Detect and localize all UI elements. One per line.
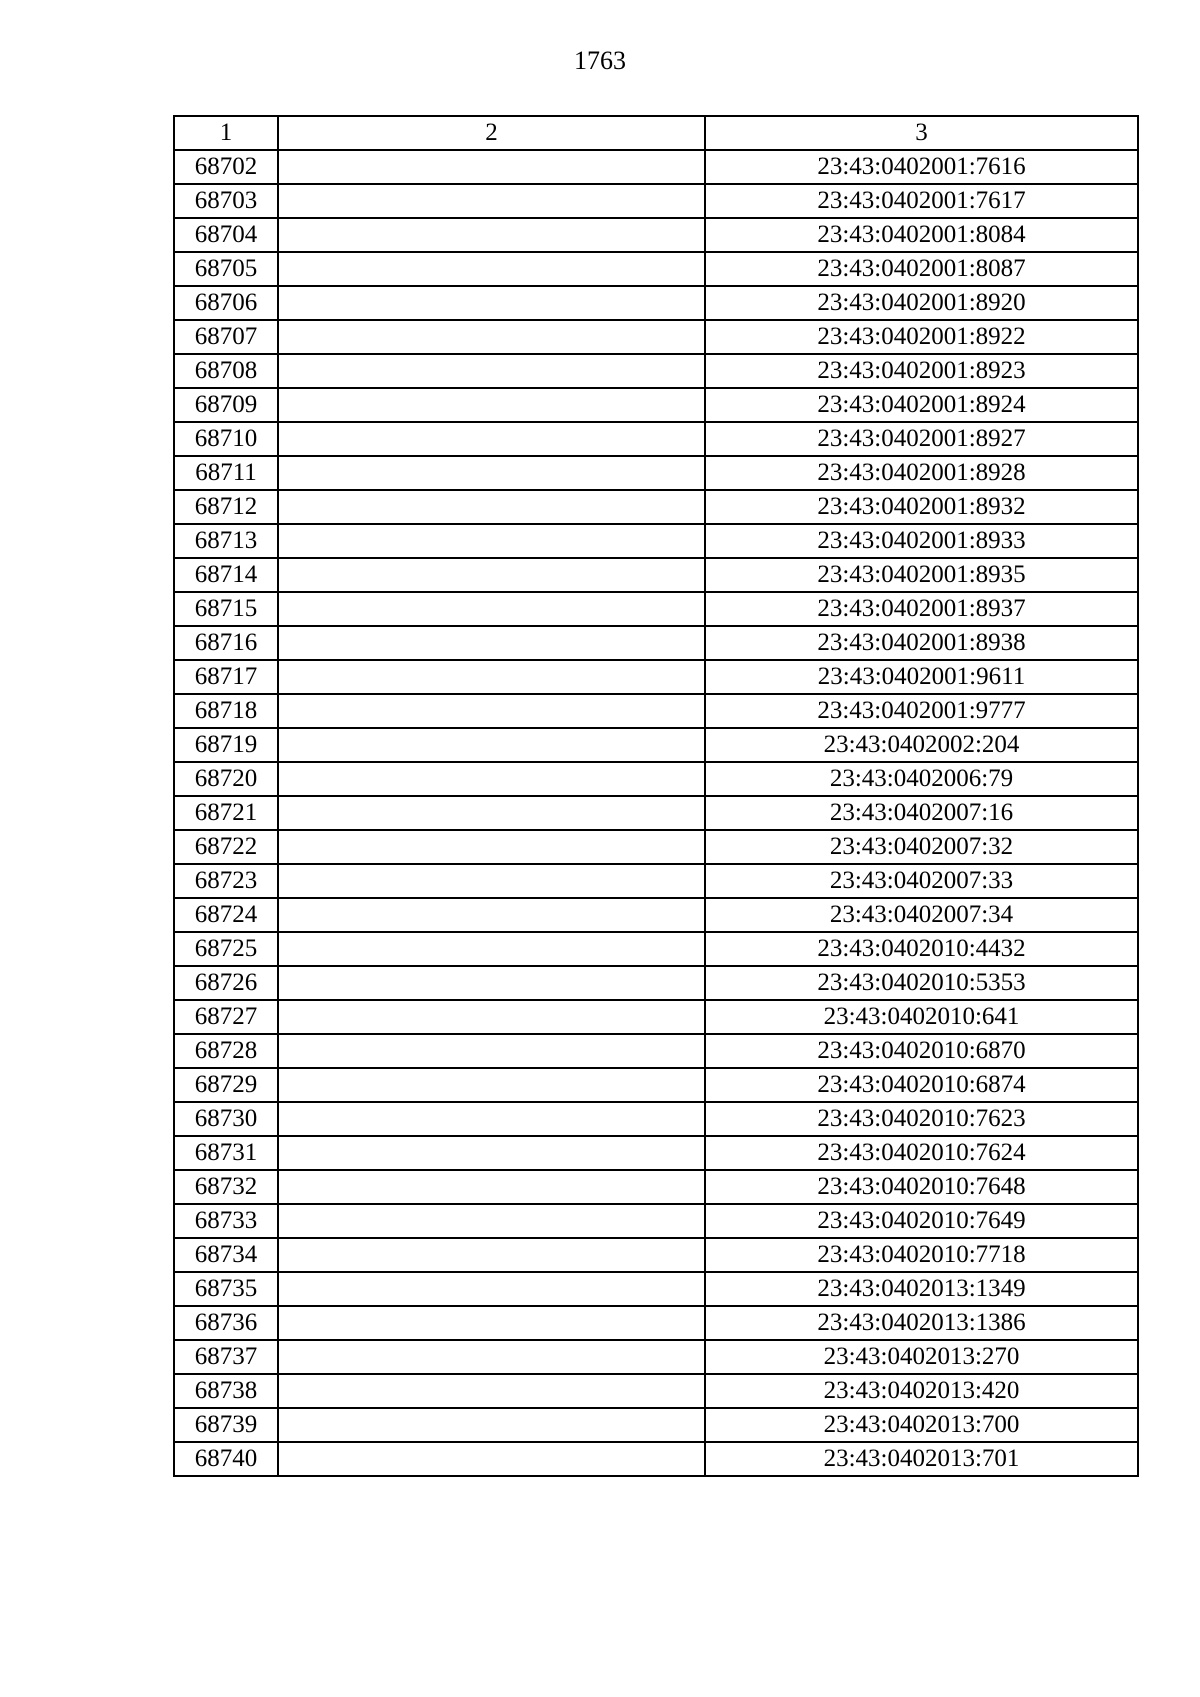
cadastral-number-cell: 23:43:0402010:7648 bbox=[705, 1170, 1138, 1204]
row-number-cell: 68735 bbox=[174, 1272, 278, 1306]
cadastral-number-cell: 23:43:0402001:8927 bbox=[705, 422, 1138, 456]
table-row bbox=[174, 1442, 1138, 1476]
row-number-cell: 68704 bbox=[174, 218, 278, 252]
page-number: 1763 bbox=[574, 46, 626, 75]
description-cell bbox=[278, 1238, 705, 1272]
row-number-cell: 68731 bbox=[174, 1136, 278, 1170]
table-row bbox=[174, 388, 1138, 422]
cadastral-number-cell: 23:43:0402001:8933 bbox=[705, 524, 1138, 558]
description-cell bbox=[278, 592, 705, 626]
table-header bbox=[174, 116, 1138, 150]
cadastral-number-cell: 23:43:0402010:4432 bbox=[705, 932, 1138, 966]
cadastral-number-cell: 23:43:0402007:33 bbox=[705, 864, 1138, 898]
row-number-cell: 68728 bbox=[174, 1034, 278, 1068]
table-row bbox=[174, 1170, 1138, 1204]
table-row bbox=[174, 626, 1138, 660]
table-row bbox=[174, 1000, 1138, 1034]
cadastral-number-cell: 23:43:0402001:8928 bbox=[705, 456, 1138, 490]
row-number-cell: 68725 bbox=[174, 932, 278, 966]
description-cell bbox=[278, 252, 705, 286]
cadastral-number-cell: 23:43:0402013:1349 bbox=[705, 1272, 1138, 1306]
cadastral-number-cell: 23:43:0402001:8087 bbox=[705, 252, 1138, 286]
description-cell bbox=[278, 490, 705, 524]
table-row bbox=[174, 456, 1138, 490]
table-row bbox=[174, 1408, 1138, 1442]
cadastral-number-cell: 23:43:0402010:6874 bbox=[705, 1068, 1138, 1102]
cadastral-number-cell: 23:43:0402001:8932 bbox=[705, 490, 1138, 524]
description-cell bbox=[278, 762, 705, 796]
cadastral-number-cell: 23:43:0402010:7624 bbox=[705, 1136, 1138, 1170]
table-row bbox=[174, 830, 1138, 864]
description-cell bbox=[278, 626, 705, 660]
row-number-cell: 68722 bbox=[174, 830, 278, 864]
table-row bbox=[174, 592, 1138, 626]
row-number-cell: 68709 bbox=[174, 388, 278, 422]
table-row bbox=[174, 184, 1138, 218]
cadastral-number-cell: 23:43:0402001:8924 bbox=[705, 388, 1138, 422]
cadastral-number-cell: 23:43:0402010:7649 bbox=[705, 1204, 1138, 1238]
cadastral-number-cell: 23:43:0402007:16 bbox=[705, 796, 1138, 830]
table-row bbox=[174, 286, 1138, 320]
description-cell bbox=[278, 1442, 705, 1476]
description-cell bbox=[278, 1000, 705, 1034]
table-row bbox=[174, 694, 1138, 728]
table-row bbox=[174, 218, 1138, 252]
table-row bbox=[174, 1068, 1138, 1102]
cadastral-number-cell: 23:43:0402001:8935 bbox=[705, 558, 1138, 592]
row-number-cell: 68723 bbox=[174, 864, 278, 898]
cadastral-number-cell: 23:43:0402001:8938 bbox=[705, 626, 1138, 660]
description-cell bbox=[278, 286, 705, 320]
table-row bbox=[174, 1374, 1138, 1408]
column-header-3: 3 bbox=[705, 116, 1138, 150]
description-cell bbox=[278, 1306, 705, 1340]
row-number-cell: 68706 bbox=[174, 286, 278, 320]
table-row bbox=[174, 660, 1138, 694]
table-row bbox=[174, 252, 1138, 286]
description-cell bbox=[278, 966, 705, 1000]
description-cell bbox=[278, 1408, 705, 1442]
row-number-cell: 68736 bbox=[174, 1306, 278, 1340]
cadastral-number-cell: 23:43:0402013:420 bbox=[705, 1374, 1138, 1408]
cadastral-number-cell: 23:43:0402010:5353 bbox=[705, 966, 1138, 1000]
description-cell bbox=[278, 1068, 705, 1102]
cadastral-number-cell: 23:43:0402001:9777 bbox=[705, 694, 1138, 728]
cadastral-number-cell: 23:43:0402002:204 bbox=[705, 728, 1138, 762]
row-number-cell: 68716 bbox=[174, 626, 278, 660]
table-row bbox=[174, 728, 1138, 762]
cadastral-number-cell: 23:43:0402010:641 bbox=[705, 1000, 1138, 1034]
description-cell bbox=[278, 1272, 705, 1306]
description-cell bbox=[278, 796, 705, 830]
description-cell bbox=[278, 932, 705, 966]
description-cell bbox=[278, 830, 705, 864]
row-number-cell: 68719 bbox=[174, 728, 278, 762]
description-cell bbox=[278, 1136, 705, 1170]
description-cell bbox=[278, 1340, 705, 1374]
register-table bbox=[173, 115, 1139, 1477]
table-row bbox=[174, 864, 1138, 898]
row-number-cell: 68740 bbox=[174, 1442, 278, 1476]
table-row bbox=[174, 490, 1138, 524]
table-row bbox=[174, 1238, 1138, 1272]
cadastral-number-cell: 23:43:0402013:700 bbox=[705, 1408, 1138, 1442]
row-number-cell: 68738 bbox=[174, 1374, 278, 1408]
cadastral-number-cell: 23:43:0402013:1386 bbox=[705, 1306, 1138, 1340]
row-number-cell: 68718 bbox=[174, 694, 278, 728]
cadastral-number-cell: 23:43:0402001:7617 bbox=[705, 184, 1138, 218]
table-row bbox=[174, 1272, 1138, 1306]
table-row bbox=[174, 1340, 1138, 1374]
row-number-cell: 68715 bbox=[174, 592, 278, 626]
cadastral-number-cell: 23:43:0402001:8923 bbox=[705, 354, 1138, 388]
table-row bbox=[174, 966, 1138, 1000]
row-number-cell: 68737 bbox=[174, 1340, 278, 1374]
row-number-cell: 68734 bbox=[174, 1238, 278, 1272]
header-row bbox=[174, 116, 1138, 150]
description-cell bbox=[278, 1204, 705, 1238]
column-header-2: 2 bbox=[278, 116, 705, 150]
row-number-cell: 68724 bbox=[174, 898, 278, 932]
row-number-cell: 68729 bbox=[174, 1068, 278, 1102]
table-row bbox=[174, 1102, 1138, 1136]
description-cell bbox=[278, 1102, 705, 1136]
table-row bbox=[174, 1034, 1138, 1068]
table-row bbox=[174, 796, 1138, 830]
description-cell bbox=[278, 184, 705, 218]
table-row bbox=[174, 1204, 1138, 1238]
row-number-cell: 68727 bbox=[174, 1000, 278, 1034]
table-row bbox=[174, 558, 1138, 592]
table-row bbox=[174, 354, 1138, 388]
cadastral-number-cell: 23:43:0402001:7616 bbox=[705, 150, 1138, 184]
row-number-cell: 68732 bbox=[174, 1170, 278, 1204]
description-cell bbox=[278, 898, 705, 932]
table-row bbox=[174, 422, 1138, 456]
table-row bbox=[174, 1136, 1138, 1170]
description-cell bbox=[278, 218, 705, 252]
row-number-cell: 68733 bbox=[174, 1204, 278, 1238]
cadastral-number-cell: 23:43:0402001:8920 bbox=[705, 286, 1138, 320]
row-number-cell: 68711 bbox=[174, 456, 278, 490]
cadastral-number-cell: 23:43:0402001:8084 bbox=[705, 218, 1138, 252]
row-number-cell: 68702 bbox=[174, 150, 278, 184]
description-cell bbox=[278, 864, 705, 898]
cadastral-number-cell: 23:43:0402001:8937 bbox=[705, 592, 1138, 626]
table-row bbox=[174, 1306, 1138, 1340]
cadastral-number-cell: 23:43:0402010:7623 bbox=[705, 1102, 1138, 1136]
row-number-cell: 68708 bbox=[174, 354, 278, 388]
cadastral-number-cell: 23:43:0402013:270 bbox=[705, 1340, 1138, 1374]
row-number-cell: 68707 bbox=[174, 320, 278, 354]
column-header-1: 1 bbox=[174, 116, 278, 150]
description-cell bbox=[278, 354, 705, 388]
row-number-cell: 68705 bbox=[174, 252, 278, 286]
row-number-cell: 68730 bbox=[174, 1102, 278, 1136]
row-number-cell: 68720 bbox=[174, 762, 278, 796]
cadastral-number-cell: 23:43:0402001:9611 bbox=[705, 660, 1138, 694]
description-cell bbox=[278, 660, 705, 694]
description-cell bbox=[278, 320, 705, 354]
description-cell bbox=[278, 1374, 705, 1408]
description-cell bbox=[278, 150, 705, 184]
table-row bbox=[174, 150, 1138, 184]
cadastral-number-cell: 23:43:0402010:6870 bbox=[705, 1034, 1138, 1068]
table-row bbox=[174, 320, 1138, 354]
table-body bbox=[174, 150, 1138, 1476]
row-number-cell: 68713 bbox=[174, 524, 278, 558]
table-row bbox=[174, 898, 1138, 932]
description-cell bbox=[278, 456, 705, 490]
description-cell bbox=[278, 422, 705, 456]
cadastral-number-cell: 23:43:0402001:8922 bbox=[705, 320, 1138, 354]
description-cell bbox=[278, 728, 705, 762]
row-number-cell: 68710 bbox=[174, 422, 278, 456]
table-row bbox=[174, 932, 1138, 966]
cadastral-number-cell: 23:43:0402010:7718 bbox=[705, 1238, 1138, 1272]
row-number-cell: 68712 bbox=[174, 490, 278, 524]
cadastral-number-cell: 23:43:0402007:32 bbox=[705, 830, 1138, 864]
cadastral-number-cell: 23:43:0402007:34 bbox=[705, 898, 1138, 932]
description-cell bbox=[278, 1170, 705, 1204]
description-cell bbox=[278, 694, 705, 728]
description-cell bbox=[278, 1034, 705, 1068]
row-number-cell: 68721 bbox=[174, 796, 278, 830]
row-number-cell: 68726 bbox=[174, 966, 278, 1000]
description-cell bbox=[278, 388, 705, 422]
description-cell bbox=[278, 524, 705, 558]
description-cell bbox=[278, 558, 705, 592]
row-number-cell: 68714 bbox=[174, 558, 278, 592]
row-number-cell: 68703 bbox=[174, 184, 278, 218]
row-number-cell: 68739 bbox=[174, 1408, 278, 1442]
cadastral-number-cell: 23:43:0402013:701 bbox=[705, 1442, 1138, 1476]
row-number-cell: 68717 bbox=[174, 660, 278, 694]
table-row bbox=[174, 524, 1138, 558]
table-row bbox=[174, 762, 1138, 796]
cadastral-number-cell: 23:43:0402006:79 bbox=[705, 762, 1138, 796]
